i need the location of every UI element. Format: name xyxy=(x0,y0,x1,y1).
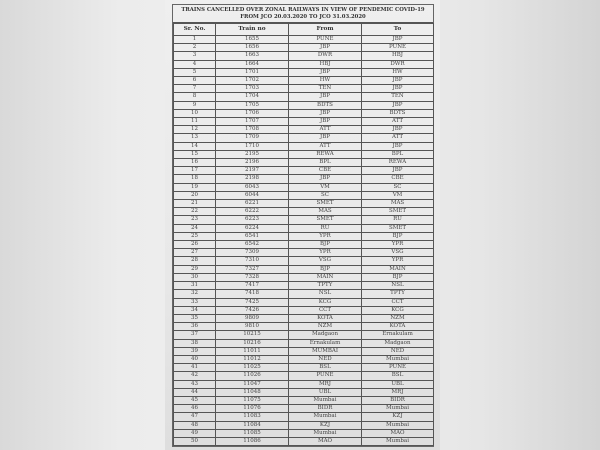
train-no-cell: 11083 xyxy=(216,413,289,421)
table-row xyxy=(174,314,434,322)
to-cell: HBJ xyxy=(362,52,434,60)
table-row xyxy=(174,282,434,290)
table-row xyxy=(174,77,434,85)
to-cell: BPL xyxy=(362,150,434,158)
sr-no-cell: 38 xyxy=(174,339,216,347)
sr-no-cell: 39 xyxy=(174,347,216,355)
train-no-cell: 1664 xyxy=(216,60,289,68)
from-cell: MAS xyxy=(289,208,362,216)
from-cell: UBL xyxy=(289,388,362,396)
table-row xyxy=(174,118,434,126)
table-row xyxy=(174,364,434,372)
cancelled-trains-document xyxy=(172,4,434,447)
from-cell: NZM xyxy=(289,323,362,331)
train-no-cell: 1703 xyxy=(216,85,289,93)
train-no-cell: 7425 xyxy=(216,298,289,306)
train-no-cell: 7418 xyxy=(216,290,289,298)
to-cell: YPR xyxy=(362,241,434,249)
table-row xyxy=(174,257,434,265)
table-header-row xyxy=(174,24,434,36)
from-cell: BIDR xyxy=(289,405,362,413)
train-no-cell: 11026 xyxy=(216,372,289,380)
to-cell: PUNE xyxy=(362,364,434,372)
table-row xyxy=(174,159,434,167)
train-no-cell: 7426 xyxy=(216,306,289,314)
train-no-cell: 6542 xyxy=(216,241,289,249)
sr-no-cell: 37 xyxy=(174,331,216,339)
train-no-cell: 11085 xyxy=(216,429,289,437)
from-cell: BJP xyxy=(289,241,362,249)
to-cell: JBP xyxy=(362,142,434,150)
from-cell: JBP xyxy=(289,175,362,183)
table-row xyxy=(174,331,434,339)
to-cell: KCG xyxy=(362,306,434,314)
table-row xyxy=(174,142,434,150)
to-cell: Mumbai xyxy=(362,437,434,445)
table-row xyxy=(174,249,434,257)
sr-no-cell: 36 xyxy=(174,323,216,331)
sr-no-cell: 42 xyxy=(174,372,216,380)
table-row xyxy=(174,93,434,101)
sr-no-cell: 10 xyxy=(174,109,216,117)
sr-no-cell: 28 xyxy=(174,257,216,265)
train-no-cell: 6044 xyxy=(216,191,289,199)
sr-no-cell: 26 xyxy=(174,241,216,249)
sr-no-cell: 13 xyxy=(174,134,216,142)
header-train-no: Train no xyxy=(216,24,289,36)
table-row xyxy=(174,241,434,249)
train-no-cell: 1704 xyxy=(216,93,289,101)
sr-no-cell: 29 xyxy=(174,265,216,273)
sr-no-cell: 18 xyxy=(174,175,216,183)
train-no-cell: 1655 xyxy=(216,36,289,44)
sr-no-cell: 35 xyxy=(174,314,216,322)
to-cell: JBP xyxy=(362,77,434,85)
sr-no-cell: 43 xyxy=(174,380,216,388)
title-line-2: FROM JCO 20.03.2020 TO JCO 31.03.2020 xyxy=(240,14,366,20)
from-cell: Ernakulam xyxy=(289,339,362,347)
to-cell: Mumbai xyxy=(362,421,434,429)
to-cell: NSL xyxy=(362,282,434,290)
sr-no-cell: 45 xyxy=(174,396,216,404)
from-cell: SMET xyxy=(289,216,362,224)
from-cell: BDTS xyxy=(289,101,362,109)
header-to: To xyxy=(362,24,434,36)
from-cell: MAO xyxy=(289,437,362,445)
train-no-cell: 11025 xyxy=(216,364,289,372)
from-cell: JBP xyxy=(289,134,362,142)
to-cell: PUNE xyxy=(362,44,434,52)
train-no-cell: 6222 xyxy=(216,208,289,216)
to-cell: YPR xyxy=(362,257,434,265)
to-cell: JBP xyxy=(362,167,434,175)
from-cell: HBJ xyxy=(289,60,362,68)
train-no-cell: 2197 xyxy=(216,167,289,175)
table-row xyxy=(174,216,434,224)
table-row xyxy=(174,44,434,52)
table-row xyxy=(174,388,434,396)
to-cell: SMET xyxy=(362,224,434,232)
to-cell: TEN xyxy=(362,93,434,101)
from-cell: TEN xyxy=(289,85,362,93)
sr-no-cell: 33 xyxy=(174,298,216,306)
table-row xyxy=(174,191,434,199)
to-cell: TPTY xyxy=(362,290,434,298)
train-no-cell: 11086 xyxy=(216,437,289,445)
header-sr-no: Sr. No. xyxy=(174,24,216,36)
trains-table xyxy=(173,23,434,446)
from-cell: NED xyxy=(289,355,362,363)
from-cell: VSG xyxy=(289,257,362,265)
to-cell: CBE xyxy=(362,175,434,183)
table-row xyxy=(174,290,434,298)
to-cell: Mumbai xyxy=(362,405,434,413)
train-no-cell: 7328 xyxy=(216,273,289,281)
to-cell: BJP xyxy=(362,232,434,240)
to-cell: SMET xyxy=(362,208,434,216)
from-cell: VM xyxy=(289,183,362,191)
from-cell: JBP xyxy=(289,44,362,52)
to-cell: CCT xyxy=(362,298,434,306)
from-cell: PUNE xyxy=(289,36,362,44)
to-cell: JBP xyxy=(362,126,434,134)
to-cell: Mumbai xyxy=(362,355,434,363)
train-no-cell: 11075 xyxy=(216,396,289,404)
title-line-1: TRAINS CANCELLED OVER ZONAL RAILWAYS IN VIEW OF PENDEMIC COVID-19 xyxy=(181,7,425,13)
from-cell: Mumbai xyxy=(289,429,362,437)
train-no-cell: 10215 xyxy=(216,331,289,339)
from-cell: BSL xyxy=(289,364,362,372)
train-no-cell: 11048 xyxy=(216,388,289,396)
sr-no-cell: 3 xyxy=(174,52,216,60)
sr-no-cell: 21 xyxy=(174,200,216,208)
sr-no-cell: 49 xyxy=(174,429,216,437)
sr-no-cell: 11 xyxy=(174,118,216,126)
train-no-cell: 6224 xyxy=(216,224,289,232)
to-cell: MAO xyxy=(362,429,434,437)
to-cell: MAIN xyxy=(362,265,434,273)
table-row xyxy=(174,68,434,76)
sr-no-cell: 27 xyxy=(174,249,216,257)
to-cell: ATT xyxy=(362,134,434,142)
table-row xyxy=(174,150,434,158)
table-row xyxy=(174,396,434,404)
to-cell: REWA xyxy=(362,159,434,167)
sr-no-cell: 17 xyxy=(174,167,216,175)
table-row xyxy=(174,421,434,429)
sr-no-cell: 34 xyxy=(174,306,216,314)
train-no-cell: 6043 xyxy=(216,183,289,191)
train-no-cell: 7309 xyxy=(216,249,289,257)
train-no-cell: 7327 xyxy=(216,265,289,273)
to-cell: BSL xyxy=(362,372,434,380)
document-title xyxy=(173,5,433,23)
sr-no-cell: 1 xyxy=(174,36,216,44)
train-no-cell: 6221 xyxy=(216,200,289,208)
train-no-cell: 10216 xyxy=(216,339,289,347)
sr-no-cell: 6 xyxy=(174,77,216,85)
table-row xyxy=(174,380,434,388)
table-row xyxy=(174,200,434,208)
sr-no-cell: 4 xyxy=(174,60,216,68)
table-row xyxy=(174,339,434,347)
to-cell: BDTS xyxy=(362,109,434,117)
from-cell: JBP xyxy=(289,68,362,76)
from-cell: BPL xyxy=(289,159,362,167)
to-cell: MAS xyxy=(362,200,434,208)
from-cell: CCT xyxy=(289,306,362,314)
sr-no-cell: 40 xyxy=(174,355,216,363)
to-cell: NZM xyxy=(362,314,434,322)
train-no-cell: 1702 xyxy=(216,77,289,85)
train-no-cell: 11012 xyxy=(216,355,289,363)
from-cell: REWA xyxy=(289,150,362,158)
to-cell: JBP xyxy=(362,36,434,44)
table-row xyxy=(174,347,434,355)
from-cell: SC xyxy=(289,191,362,199)
from-cell: JBP xyxy=(289,118,362,126)
train-no-cell: 2195 xyxy=(216,150,289,158)
to-cell: Ernakulam xyxy=(362,331,434,339)
train-no-cell: 1708 xyxy=(216,126,289,134)
sr-no-cell: 32 xyxy=(174,290,216,298)
train-no-cell: 1707 xyxy=(216,118,289,126)
to-cell: DWR xyxy=(362,60,434,68)
train-no-cell: 6223 xyxy=(216,216,289,224)
sr-no-cell: 15 xyxy=(174,150,216,158)
to-cell: BJP xyxy=(362,273,434,281)
table-row xyxy=(174,355,434,363)
train-no-cell: 2198 xyxy=(216,175,289,183)
from-cell: CBE xyxy=(289,167,362,175)
from-cell: KZJ xyxy=(289,421,362,429)
to-cell: RU xyxy=(362,216,434,224)
from-cell: KOTA xyxy=(289,314,362,322)
sr-no-cell: 22 xyxy=(174,208,216,216)
train-no-cell: 1705 xyxy=(216,101,289,109)
from-cell: Madgaon xyxy=(289,331,362,339)
sr-no-cell: 46 xyxy=(174,405,216,413)
from-cell: YPR xyxy=(289,249,362,257)
sr-no-cell: 31 xyxy=(174,282,216,290)
sr-no-cell: 14 xyxy=(174,142,216,150)
from-cell: KCG xyxy=(289,298,362,306)
sr-no-cell: 19 xyxy=(174,183,216,191)
train-no-cell: 1663 xyxy=(216,52,289,60)
to-cell: KZJ xyxy=(362,413,434,421)
to-cell: NED xyxy=(362,347,434,355)
sr-no-cell: 7 xyxy=(174,85,216,93)
table-row xyxy=(174,306,434,314)
table-row xyxy=(174,175,434,183)
table-row xyxy=(174,429,434,437)
sr-no-cell: 48 xyxy=(174,421,216,429)
train-no-cell: 11084 xyxy=(216,421,289,429)
to-cell: UBL xyxy=(362,380,434,388)
train-no-cell: 1701 xyxy=(216,68,289,76)
table-row xyxy=(174,208,434,216)
from-cell: MUMBAI xyxy=(289,347,362,355)
train-no-cell: 1709 xyxy=(216,134,289,142)
from-cell: DWR xyxy=(289,52,362,60)
train-no-cell: 9809 xyxy=(216,314,289,322)
from-cell: JBP xyxy=(289,109,362,117)
to-cell: MRJ xyxy=(362,388,434,396)
table-row xyxy=(174,437,434,445)
train-no-cell: 2196 xyxy=(216,159,289,167)
from-cell: Mumbai xyxy=(289,413,362,421)
to-cell: BIDR xyxy=(362,396,434,404)
train-no-cell: 6541 xyxy=(216,232,289,240)
sr-no-cell: 23 xyxy=(174,216,216,224)
table-row xyxy=(174,167,434,175)
to-cell: SC xyxy=(362,183,434,191)
sr-no-cell: 20 xyxy=(174,191,216,199)
table-row xyxy=(174,183,434,191)
table-row xyxy=(174,265,434,273)
from-cell: MAIN xyxy=(289,273,362,281)
table-row xyxy=(174,273,434,281)
from-cell: Mumbai xyxy=(289,396,362,404)
to-cell: Madgaon xyxy=(362,339,434,347)
sr-no-cell: 50 xyxy=(174,437,216,445)
to-cell: VSG xyxy=(362,249,434,257)
from-cell: TPTY xyxy=(289,282,362,290)
table-row xyxy=(174,405,434,413)
from-cell: NSL xyxy=(289,290,362,298)
from-cell: PUNE xyxy=(289,372,362,380)
table-row xyxy=(174,413,434,421)
table-row xyxy=(174,60,434,68)
sr-no-cell: 8 xyxy=(174,93,216,101)
table-row xyxy=(174,134,434,142)
from-cell: RU xyxy=(289,224,362,232)
table-row xyxy=(174,52,434,60)
table-row xyxy=(174,372,434,380)
train-no-cell: 1656 xyxy=(216,44,289,52)
train-no-cell: 11076 xyxy=(216,405,289,413)
table-row xyxy=(174,126,434,134)
from-cell: ATT xyxy=(289,142,362,150)
from-cell: YPR xyxy=(289,232,362,240)
sr-no-cell: 41 xyxy=(174,364,216,372)
table-row xyxy=(174,298,434,306)
train-no-cell: 7310 xyxy=(216,257,289,265)
table-row xyxy=(174,36,434,44)
sr-no-cell: 30 xyxy=(174,273,216,281)
to-cell: VM xyxy=(362,191,434,199)
sr-no-cell: 44 xyxy=(174,388,216,396)
to-cell: ATT xyxy=(362,118,434,126)
from-cell: MRJ xyxy=(289,380,362,388)
sr-no-cell: 24 xyxy=(174,224,216,232)
table-row xyxy=(174,232,434,240)
sr-no-cell: 12 xyxy=(174,126,216,134)
from-cell: JBP xyxy=(289,93,362,101)
sr-no-cell: 25 xyxy=(174,232,216,240)
train-no-cell: 1710 xyxy=(216,142,289,150)
table-row xyxy=(174,109,434,117)
table-row xyxy=(174,323,434,331)
train-no-cell: 9810 xyxy=(216,323,289,331)
to-cell: HW xyxy=(362,68,434,76)
train-no-cell: 11011 xyxy=(216,347,289,355)
header-from: From xyxy=(289,24,362,36)
table-row xyxy=(174,224,434,232)
sr-no-cell: 9 xyxy=(174,101,216,109)
to-cell: JBP xyxy=(362,101,434,109)
sr-no-cell: 16 xyxy=(174,159,216,167)
from-cell: HW xyxy=(289,77,362,85)
train-no-cell: 1706 xyxy=(216,109,289,117)
to-cell: KOTA xyxy=(362,323,434,331)
from-cell: ATT xyxy=(289,126,362,134)
from-cell: SMET xyxy=(289,200,362,208)
sr-no-cell: 5 xyxy=(174,68,216,76)
train-no-cell: 11047 xyxy=(216,380,289,388)
sr-no-cell: 2 xyxy=(174,44,216,52)
table-row xyxy=(174,85,434,93)
table-row xyxy=(174,101,434,109)
train-no-cell: 7417 xyxy=(216,282,289,290)
from-cell: BJP xyxy=(289,265,362,273)
sr-no-cell: 47 xyxy=(174,413,216,421)
to-cell: JBP xyxy=(362,85,434,93)
